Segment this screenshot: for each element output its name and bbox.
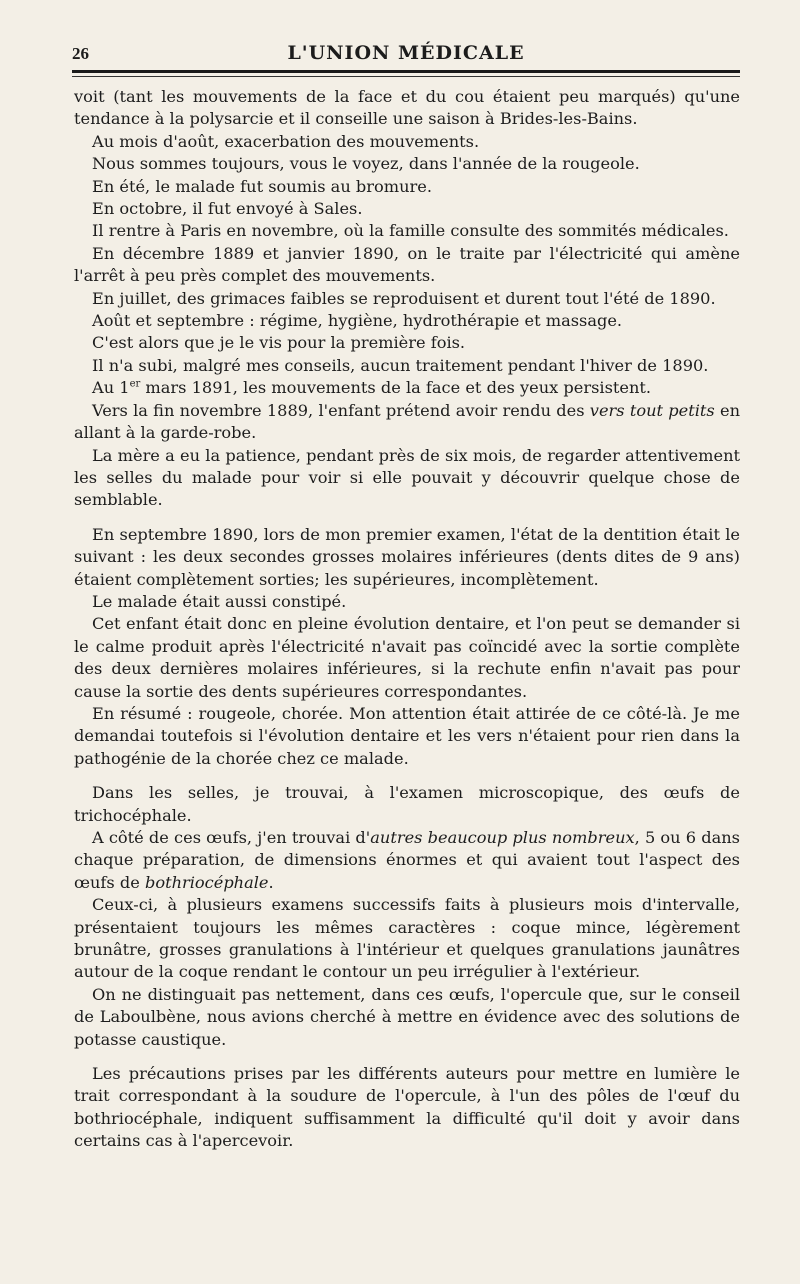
paragraph: voit (tant les mouvements de la face et du cou étaient peu marqués) qu'une tendance à la polysarcie et il conseille une saison à Brides-les-Bains.: [74, 87, 740, 129]
paragraph: [74, 827, 740, 894]
text-run: Au 1: [92, 378, 130, 398]
italic-run: vers tout petits: [589, 400, 715, 420]
paragraph: En résumé : rougeole, chorée. Mon attention était attirée de ce côté-là. Je me demandai toutefois si l'évolution dentaire et les vers n'étaient pour rien dans la pathogénie de la chorée chez ce malade.: [74, 703, 740, 768]
paragraph: C'est alors que je le vis pour la première fois.: [92, 333, 466, 353]
text-run: A côté de ces œufs, j'en trouvai d': [92, 828, 371, 847]
text-run: mars 1891, les mouvements de la face et des yeux persistent.: [140, 378, 652, 398]
paragraph: Le malade était aussi constipé.: [92, 591, 347, 611]
paragraph: Cet enfant était donc en pleine évolution dentaire, et l'on peut se demander si le calme produit après l'électricité n'avait pas coïncidé avec la sortie complète des deux dernières molaires inférieures, si la rechute enfin n'avait pas pour cause la sortie des dents supérieures correspondantes.: [74, 614, 740, 701]
paragraph: En septembre 1890, lors de mon premier examen, l'état de la dentition était le suivant : les deux secondes grosses molaires inférieures (dents dites de 9 ans) étaient complètement sorties; les supérieures, incomplètement.: [74, 524, 740, 589]
paragraph: Il rentre à Paris en novembre, où la famille consulte des sommités médicales.: [92, 221, 729, 241]
page-number: 26: [72, 44, 89, 63]
paragraph: En octobre, il fut envoyé à Sales.: [92, 199, 363, 219]
journal-title: L'UNION MÉDICALE: [287, 42, 525, 64]
paragraph: Il n'a subi, malgré mes conseils, aucun traitement pendant l'hiver de 1890.: [92, 355, 709, 375]
paragraph: Les précautions prises par les différents auteurs pour mettre en lumière le trait correspondant à la soudure de l'opercule, à l'un des pôles de l'œuf du bothriocéphale, indiquent suffisamment la difficulté qu'il doit y avoir dans certains cas à l'apercevoir.: [74, 1064, 740, 1151]
paragraph: Ceux-ci, à plusieurs examens successifs faits à plusieurs mois d'intervalle, présentaient toujours les mêmes caractères : coque mince, légèrement brunâtre, grosses granulations à l'intérieur et quelques granulations jaunâtres autour de la coque rendant le contour un peu irrégulier à l'extérieur.: [74, 895, 740, 982]
paragraph: Nous sommes toujours, vous le voyez, dans l'année de la rougeole.: [92, 154, 640, 174]
paragraph: [74, 400, 740, 445]
paragraph: Août et septembre : régime, hygiène, hydrothérapie et massage.: [92, 311, 623, 331]
text-run: en allant à la garde-robe.: [74, 400, 740, 443]
paragraph: On ne distinguait pas nettement, dans ces œufs, l'opercule que, sur le conseil de Laboulbène, nous avions cherché à mettre en évidence avec des solutions de potasse caustique.: [74, 984, 740, 1049]
article-body: [74, 86, 740, 1153]
text-run: Vers la fin novembre 1889, l'enfant prétend avoir rendu des: [92, 400, 590, 420]
paragraph: En juillet, des grimaces faibles se reproduisent et durent tout l'été de 1890.: [92, 288, 716, 308]
italic-run: bothriocéphale: [144, 872, 269, 892]
running-header: [72, 40, 740, 66]
paragraph: Dans les selles, je trouvai, à l'examen microscopique, des œufs de trichocéphale.: [74, 783, 740, 825]
paragraph: La mère a eu la patience, pendant près de six mois, de regarder attentivement les selles du malade pour voir si elle pouvait y découvrir quelque chose de semblable.: [74, 445, 740, 510]
header-rule-thin: [72, 76, 740, 77]
paragraph: En décembre 1889 et janvier 1890, on le traite par l'électricité qui amène l'arrêt à peu près complet des mouvements.: [74, 243, 740, 286]
paragraph: Au mois d'août, exacerbation des mouvements.: [92, 131, 480, 151]
text-run: , 5 ou 6 dans chaque préparation, de dimensions énormes et qui avaient tout l'aspect des œufs de: [74, 828, 740, 892]
text-run: .: [268, 872, 274, 892]
paragraph: En été, le malade fut soumis au bromure.: [92, 176, 432, 196]
header-rule: [72, 70, 740, 73]
superscript: er: [129, 378, 141, 390]
paragraph: [74, 377, 740, 399]
italic-run: autres beaucoup plus nombreux: [370, 828, 635, 847]
